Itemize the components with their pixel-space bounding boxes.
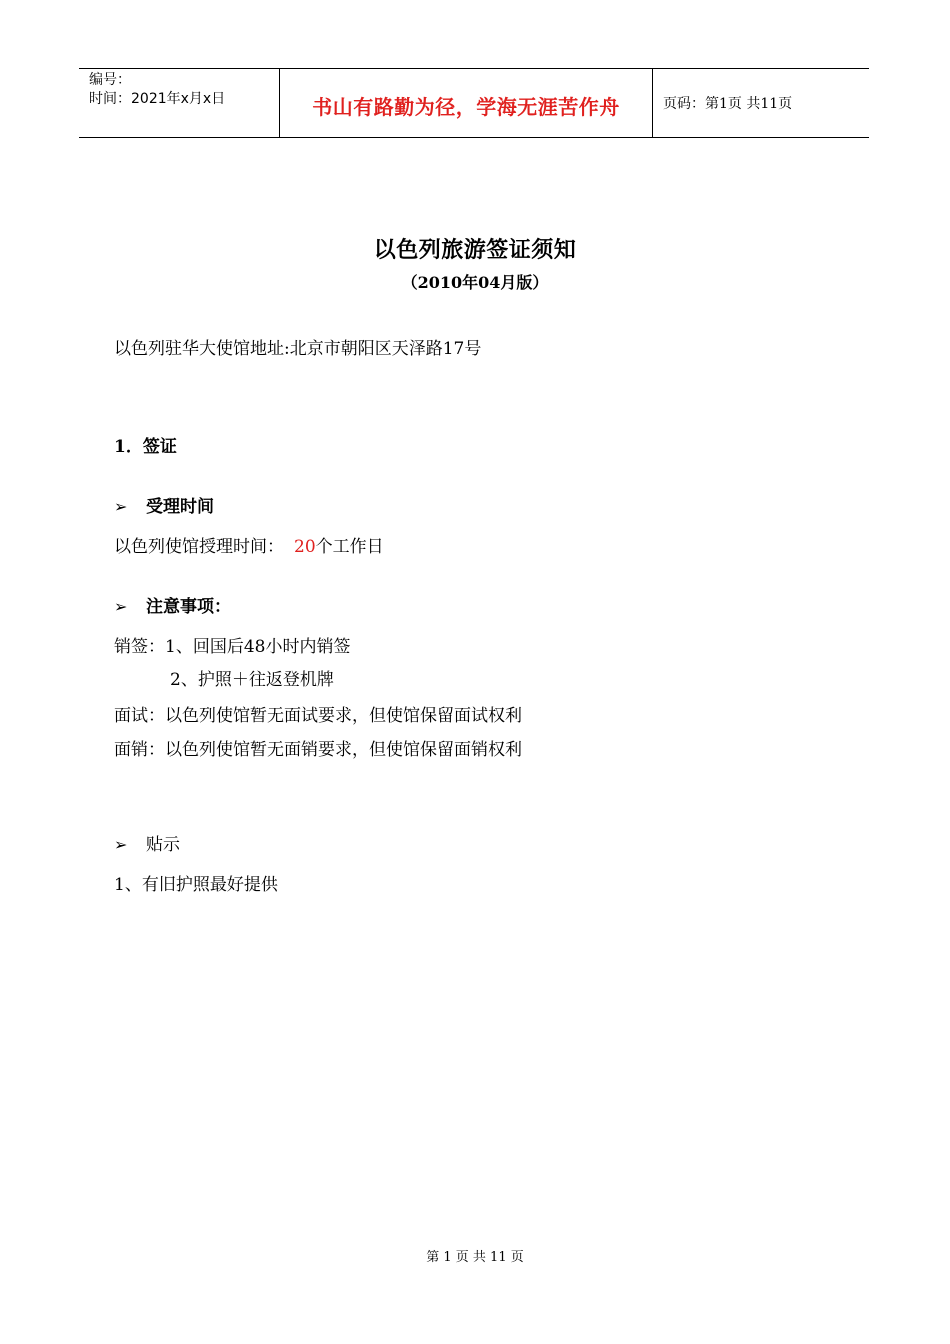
bullet-heading-text: 贴示 [146, 835, 180, 855]
header-motto: 书山有路勤为径，学海无涯苦作舟 [280, 69, 653, 137]
processing-days: 20 [294, 537, 316, 557]
document-title: 以色列旅游签证须知 [373, 237, 577, 263]
document-header [79, 68, 869, 138]
bullet-tips [114, 830, 180, 855]
arrow-bullet-icon: ➢ [114, 835, 128, 854]
bullet-heading-text: 受理时间 [146, 497, 214, 517]
processing-prefix: 以色列使馆授理时间： [114, 537, 284, 557]
header-number-label: 编号： [89, 72, 131, 88]
cancel-visa-line-1: 销签：1、回国后48小时内销签 [114, 637, 351, 657]
tip-line-1: 1、有旧护照最好提供 [114, 875, 278, 895]
embassy-address: 以色列驻华大使馆地址:北京市朝阳区天泽路17号 [114, 339, 482, 359]
bullet-heading-text: 注意事项： [146, 597, 231, 617]
page-footer: 第 1 页 共 11 页 [426, 1250, 524, 1265]
document-subtitle: （2010年04月版） [401, 273, 549, 292]
cancel-visa-line-2: 2、护照＋往返登机牌 [170, 670, 334, 690]
header-date: 时间：2021年x月x日 [89, 91, 226, 107]
bullet-notes [114, 592, 231, 617]
cancel-interview-line: 面销：以色列使馆暂无面销要求，但使馆保留面销权利 [114, 740, 522, 760]
processing-suffix: 个工作日 [315, 537, 384, 557]
interview-line: 面试：以色列使馆暂无面试要求，但使馆保留面试权利 [114, 706, 522, 726]
header-page-info: 页码：第1页 共11页 [663, 96, 793, 112]
processing-time-line [114, 532, 384, 557]
header-meta [79, 69, 280, 137]
arrow-bullet-icon: ➢ [114, 597, 128, 616]
section-heading-visa: 1．签证 [114, 437, 177, 457]
arrow-bullet-icon: ➢ [114, 497, 128, 516]
bullet-processing-time [114, 492, 214, 517]
